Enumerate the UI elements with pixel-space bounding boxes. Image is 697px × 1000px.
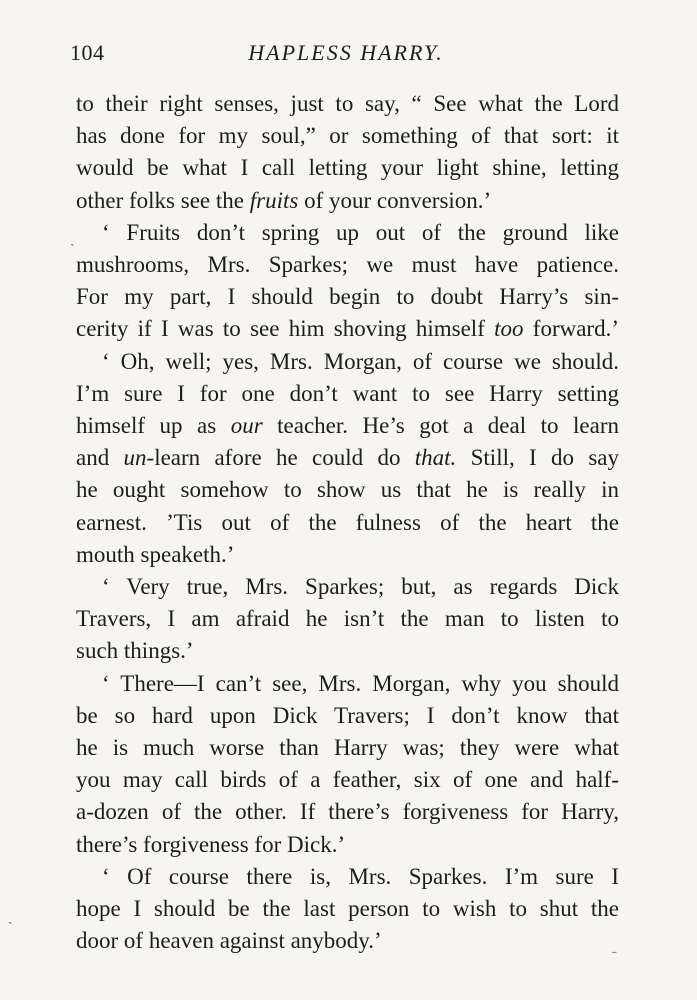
print-speck: ˍ — [612, 940, 617, 955]
text-run: Still, I do say — [456, 445, 619, 471]
text-line — [76, 925, 619, 957]
italic-run: fruits — [249, 187, 299, 213]
text-line — [76, 281, 619, 313]
text-run: Travers, I am afraid he isn’t the man to listen to — [76, 606, 619, 632]
text-line — [76, 474, 619, 506]
print-speck: ˏ — [70, 232, 75, 247]
text-line — [76, 313, 619, 345]
text-line — [76, 829, 619, 861]
text-run: For my part, I should begin to doubt Harry’s sin- — [76, 284, 619, 310]
text-run: other folks see the — [76, 187, 250, 213]
text-line — [76, 732, 619, 764]
body-text — [76, 88, 619, 957]
text-run: he is much worse than Harry was; they were what — [76, 735, 619, 761]
text-run: has done for my soul,” or something of that sort: it — [76, 123, 619, 149]
text-line — [76, 635, 619, 667]
text-run: teacher. He’s got a deal to learn — [262, 413, 619, 439]
text-run: ‘ Of course there is, Mrs. Sparkes. I’m sure I — [102, 863, 619, 889]
text-line — [76, 410, 619, 442]
italic-run: that. — [414, 445, 457, 471]
running-title: HAPLESS HARRY. — [248, 40, 444, 65]
text-line — [76, 539, 619, 571]
text-run: I’m sure I for one don’t want to see Harry setting — [76, 380, 619, 406]
text-run: and — [76, 445, 124, 471]
text-run: you may call birds of a feather, six of one and half- — [76, 767, 619, 793]
text-line — [76, 378, 619, 410]
text-run: of your conversion.’ — [298, 187, 492, 213]
print-speck: ˎ — [8, 910, 13, 925]
text-run: ‘ There—I can’t see, Mrs. Morgan, why you should — [102, 670, 619, 696]
text-run: ‘ Oh, well; yes, Mrs. Morgan, of course we should. — [102, 348, 619, 374]
text-line — [76, 861, 619, 893]
text-run: earnest. ’Tis out of the fulness of the heart the — [76, 509, 619, 535]
text-run: mouth speaketh.’ — [76, 541, 235, 567]
text-run: he ought somehow to show us that he is really in — [76, 477, 619, 503]
text-line — [76, 152, 619, 184]
text-run: ‘ Very true, Mrs. Sparkes; but, as regards Dick — [102, 574, 619, 600]
text-run: himself up as — [76, 413, 231, 439]
text-run: -learn afore he could do — [146, 445, 415, 471]
text-line — [76, 185, 619, 217]
text-line — [76, 507, 619, 539]
text-run: be so hard upon Dick Travers; I don’t know that — [76, 702, 619, 728]
text-run: hope I should be the last person to wish to shut the — [76, 896, 619, 922]
page-header — [70, 36, 622, 76]
italic-run: too — [494, 316, 524, 342]
text-line — [76, 700, 619, 732]
text-run: a-dozen of the other. If there’s forgiveness for Harry, — [76, 799, 619, 825]
text-run: to their right senses, just to say, “ See what the Lord — [76, 91, 619, 116]
text-run: forward.’ — [523, 316, 619, 342]
text-run: mushrooms, Mrs. Sparkes; we must have patience. — [76, 252, 619, 278]
italic-run: our — [230, 413, 263, 439]
text-line — [76, 796, 619, 828]
text-run: cerity if I was to see him shoving himself — [76, 316, 495, 342]
text-line — [76, 346, 619, 378]
text-line — [76, 668, 619, 700]
text-run: there’s forgiveness for Dick.’ — [76, 831, 346, 857]
text-line — [76, 249, 619, 281]
text-line — [76, 217, 619, 249]
text-line — [76, 893, 619, 925]
text-run: such things.’ — [76, 638, 194, 664]
text-line — [76, 120, 619, 152]
text-run: ‘ Fruits don’t spring up out of the ground like — [102, 219, 619, 245]
text-line — [76, 571, 619, 603]
text-line — [76, 603, 619, 635]
text-line — [76, 88, 619, 120]
text-line — [76, 764, 619, 796]
italic-run: un — [123, 445, 147, 471]
page-number: 104 — [70, 40, 105, 65]
text-run: would be what I call letting your light shine, letting — [76, 155, 619, 181]
text-line — [76, 442, 619, 474]
text-run: door of heaven against anybody.’ — [76, 928, 382, 954]
